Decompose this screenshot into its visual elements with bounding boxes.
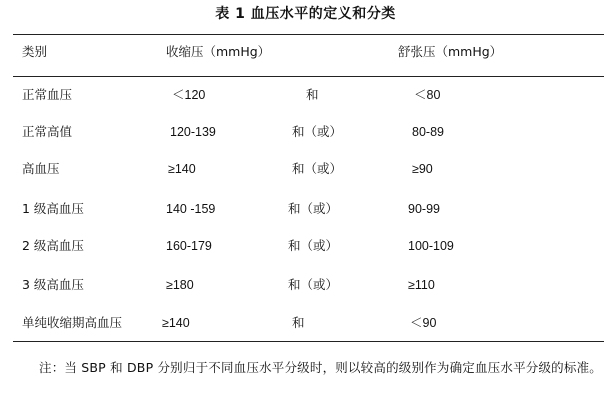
row-systolic: ≥140 — [168, 162, 196, 176]
row-conjunction: 和 — [292, 315, 305, 330]
row-diastolic: 90-99 — [408, 202, 440, 216]
row-conjunction: 和（或） — [292, 124, 343, 139]
row-diastolic: 80-89 — [412, 125, 444, 139]
table-header-rule — [13, 76, 604, 77]
table-title: 表 1 血压水平的定义和分类 — [215, 6, 396, 22]
row-diastolic: ＜90 — [410, 316, 437, 330]
row-diastolic: ≥110 — [408, 278, 435, 292]
row-diastolic: ＜80 — [414, 88, 441, 102]
row-systolic: 140 -159 — [166, 202, 216, 216]
row-conjunction: 和（或） — [288, 238, 339, 253]
row-systolic: ≥140 — [162, 316, 190, 330]
row-conjunction: 和（或） — [288, 201, 339, 216]
header-category: 类别 — [22, 44, 48, 59]
table-footnote: 注：当 SBP 和 DBP 分别归于不同血压水平分级时，则以较高的级别作为确定血压水平分级的标准。 — [39, 360, 602, 375]
row-category: 高血压 — [22, 161, 60, 176]
row-systolic: ≥180 — [166, 278, 194, 292]
row-systolic: ＜120 — [172, 88, 206, 102]
row-category: 正常血压 — [22, 87, 73, 102]
row-diastolic: 100-109 — [408, 239, 454, 253]
row-systolic: 120-139 — [170, 125, 216, 139]
row-category: 正常高值 — [22, 124, 73, 139]
row-category: 2 级高血压 — [22, 238, 84, 253]
row-conjunction: 和（或） — [292, 161, 343, 176]
table-top-rule — [13, 34, 604, 35]
header-diastolic: 舒张压（mmHg） — [398, 44, 503, 59]
header-systolic: 收缩压（mmHg） — [166, 44, 271, 59]
row-diastolic: ≥90 — [412, 162, 433, 176]
row-conjunction: 和（或） — [288, 277, 339, 292]
row-category: 3 级高血压 — [22, 277, 84, 292]
row-systolic: 160-179 — [166, 239, 212, 253]
row-category: 单纯收缩期高血压 — [22, 315, 123, 330]
row-conjunction: 和 — [306, 87, 319, 102]
table-bottom-rule — [13, 341, 604, 342]
row-category: 1 级高血压 — [22, 201, 84, 216]
